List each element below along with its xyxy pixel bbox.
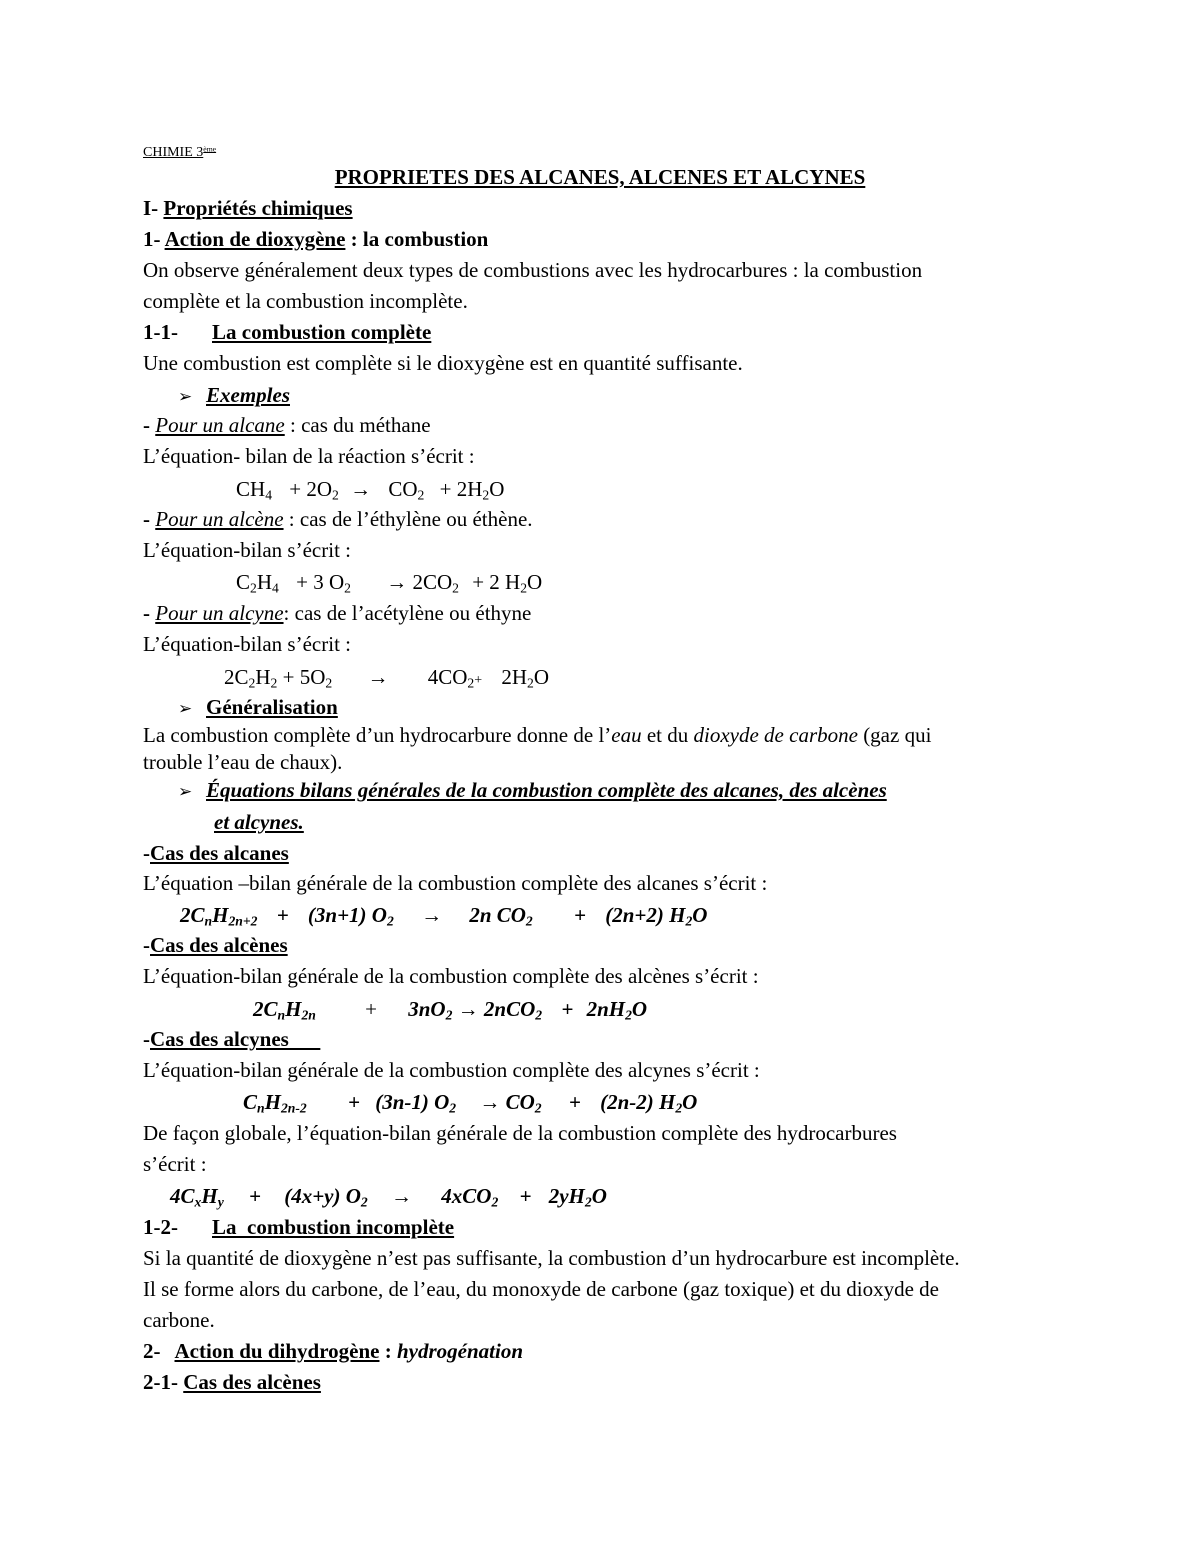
equation-general-alcynes: $C_nH_{2n-2} + (3n-1) O_2 \to CO_2 + (2n-2)$ $H_2O$ (243, 1090, 698, 1116)
intro-line-1: On observe généralement deux types de combustions avec les hydrocarbures : la combustion (143, 258, 923, 282)
cas-alcenes-text: L’équation-bilan générale de la combustion complète des alcènes s’écrit : (143, 964, 759, 988)
exemples-heading: ➢ Exemples (178, 383, 290, 407)
equations-generales-heading: ➢ Équations bilans générales de la combustion complète des alcanes, des alcènes (178, 778, 887, 802)
equation-general-alcanes: $2C_nH_{2n+2} + (3n+1) O_2 \to 2n$ $CO_2 + (2n+2)$ $H_2O$ (180, 903, 708, 929)
global-line-2: s’écrit : (143, 1152, 207, 1176)
equation-intro-1: L’équation- bilan de la réaction s’écrit : (143, 444, 475, 468)
arrow-bullet-icon: ➢ (178, 782, 193, 802)
incomplete-line-1: Si la quantité de dioxygène n’est pas suffisante, la combustion d’un hydrocarbure est incomplète. (143, 1246, 960, 1270)
page-title: PROPRIETES DES ALCANES, ALCENES ET ALCYNES (334, 165, 866, 189)
equation-methane: $CH_4 + 2O_2 \to CO_2 + 2H_2O$ (236, 477, 505, 503)
section-2-1-heading: 2-1- Cas des alcènes (143, 1370, 321, 1394)
section-2-heading: 2- Action du dihydrogène : hydrogénation (143, 1339, 524, 1363)
equation-general-hydrocarbures: $4C_xH_y + (4x+y) O_2 \to 4xCO_2 + 2yH_2O$ (170, 1184, 607, 1210)
equation-ethene: $C_2H_4 + 3$ $O_2 \to 2CO_2 + 2$ $H_2O$ (236, 570, 543, 596)
global-line-1: De façon globale, l’équation-bilan générale de la combustion complète des hydrocarbures (143, 1121, 897, 1145)
section-1-1-heading: 1- Action de dioxygène : la combustion (143, 227, 489, 251)
section-1-heading: I- Propriétés chimiques (143, 196, 353, 220)
arrow-bullet-icon: ➢ (178, 387, 193, 407)
cas-alcanes-text: L’équation –bilan générale de la combustion complète des alcanes s’écrit : (143, 871, 768, 895)
generalisation-line-2: trouble l’eau de chaux). (143, 750, 343, 774)
incomplete-line-2: Il se forme alors du carbone, de l’eau, du monoxyde de carbone (gaz toxique) et du dioxyde de (143, 1277, 939, 1301)
intro-line-2: complète et la combustion incomplète. (143, 289, 468, 313)
arrow-bullet-icon: ➢ (178, 699, 193, 719)
equation-general-alcenes: $2C_nH_{2n} + 3nO_2 \to 2nCO_2 + 2nH_2O$ (253, 997, 648, 1023)
generalisation-heading: ➢ Généralisation (178, 695, 338, 719)
subsection-1-2-heading: 1-2- La combustion incomplète (143, 1215, 455, 1239)
header-subject: CHIMIE 3ème (143, 144, 217, 160)
incomplete-line-3: carbone. (143, 1308, 215, 1332)
subsection-1-1-heading: 1-1- La combustion complète (143, 320, 432, 344)
equation-ethyne: $2C_2H_2 + 5O_2 \to 4CO_2+ 2H_2O$ (224, 665, 550, 691)
equation-intro-2: L’équation-bilan s’écrit : (143, 538, 351, 562)
cas-alcenes-heading: -Cas des alcènes (143, 933, 288, 957)
complete-definition: Une combustion est complète si le dioxygène est en quantité suffisante. (143, 351, 743, 375)
cas-alcynes-text: L’équation-bilan générale de la combustion complète des alcynes s’écrit : (143, 1058, 760, 1082)
cas-alcanes-heading: -Cas des alcanes (143, 841, 289, 865)
equation-intro-3: L’équation-bilan s’écrit : (143, 632, 351, 656)
generalisation-line-1: La combustion complète d’un hydrocarbure donne de l’eau et du dioxyde de carbone (gaz qui (143, 723, 932, 747)
example-alcyne: - Pour un alcyne: cas de l’acétylène ou éthyne (143, 601, 532, 625)
example-alcane: - Pour un alcane : cas du méthane (143, 413, 431, 437)
equations-generales-heading-line-2: et alcynes. (214, 810, 304, 834)
cas-alcynes-heading: -Cas des alcynes (143, 1027, 321, 1051)
example-alcene: - Pour un alcène : cas de l’éthylène ou éthène. (143, 507, 533, 531)
